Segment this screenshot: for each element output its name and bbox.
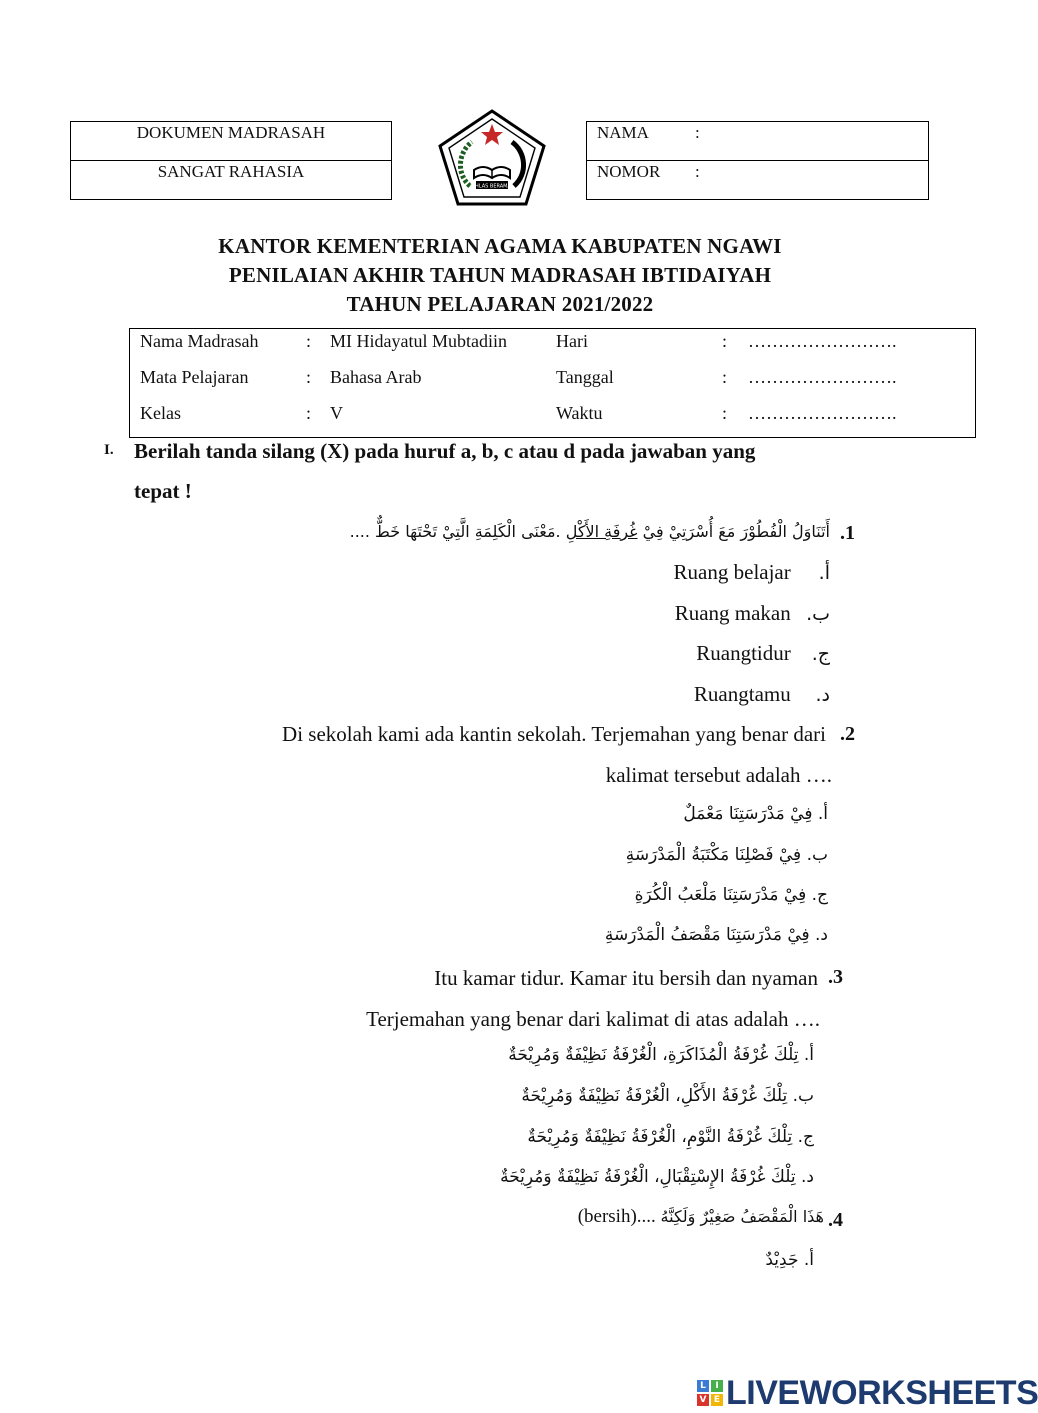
- question-3-option-a[interactable]: أ. تِلْكَ غُرْفَةُ الْمُذَاكَرَةِ، الْغُرْفَةُ نَظِيْفَةٌ وَمُرِيْحَةٌ: [508, 1045, 814, 1065]
- ministry-logo: [436, 108, 548, 208]
- question-1-option-b[interactable]: [675, 601, 830, 626]
- day-value[interactable]: …………………….: [748, 331, 897, 351]
- option-text: Ruang makan: [674, 601, 791, 625]
- instruction-line-2: tepat !: [134, 479, 192, 503]
- name-row[interactable]: [587, 122, 928, 161]
- question-4-number: .4: [828, 1209, 843, 1231]
- question-3-number: .3: [828, 966, 843, 988]
- document-label: DOKUMEN MADRASAH: [71, 122, 391, 161]
- question-1-option-a[interactable]: [674, 560, 830, 585]
- exam-info-table: [129, 328, 976, 438]
- day-label: Hari: [556, 331, 588, 351]
- badge-letter-e: E: [711, 1394, 723, 1406]
- question-2-option-a[interactable]: أ. فِيْ مَدْرَسَتِنَا مَعْمَلٌ: [683, 804, 828, 824]
- question-4-option-a[interactable]: أ. جَدِيْدٌ: [765, 1250, 814, 1270]
- question-4-text: [578, 1206, 824, 1228]
- question-1-option-d[interactable]: [694, 682, 830, 707]
- question-2-line-1: Di sekolah kami ada kantin sekolah. Terjemahan yang benar dari: [282, 722, 826, 746]
- exam-title: PENILAIAN AKHIR TAHUN MADRASAH IBTIDAIYAH: [228, 263, 772, 287]
- question-2-option-c[interactable]: ج. فِيْ مَدْرَسَتِنَا مَلْعَبُ الْكُرَةِ: [634, 885, 828, 905]
- instruction-line-1: Berilah tanda silang (X) pada huruf a, b, c atau d pada jawaban yang: [134, 439, 756, 463]
- question-2-option-d[interactable]: د. فِيْ مَدْرَسَتِنَا مَقْصَفُ الْمَدْرَسَةِ: [604, 925, 828, 945]
- class-value: V: [330, 403, 343, 423]
- option-letter: د.: [815, 684, 830, 706]
- option-text: Ruangtamu: [693, 682, 791, 706]
- question-3-option-b[interactable]: ب. تِلْكَ غُرْفَةُ الأَكْلِ، الْغُرْفَةُ نَظِيْفَةٌ وَمُرِيْحَةٌ: [521, 1086, 814, 1106]
- confidential-label: SANGAT RAHASIA: [157, 162, 305, 181]
- class-label: Kelas: [140, 403, 181, 423]
- question-1-option-c[interactable]: [696, 641, 830, 666]
- student-identity-box: [586, 121, 929, 200]
- question-2-number: .2: [840, 723, 855, 745]
- question-3-line-2: Terjemahan yang benar dari kalimat di atas adalah ….: [366, 1007, 820, 1031]
- liveworksheets-badge-icon: [697, 1380, 723, 1406]
- liveworksheets-text: LIVEWORKSHEETS: [726, 1373, 1038, 1412]
- number-label: NOMOR: [597, 162, 661, 181]
- time-colon: :: [722, 403, 728, 423]
- date-label: Tanggal: [556, 367, 614, 387]
- date-value[interactable]: …………………….: [748, 367, 897, 387]
- time-label: Waktu: [556, 403, 603, 423]
- seal-text: IKHLAS BERAMAL: [470, 183, 514, 190]
- subject-label: Mata Pelajaran: [140, 367, 249, 387]
- liveworksheets-watermark[interactable]: [697, 1373, 1038, 1412]
- academic-year-title: TAHUN PELAJARAN 2021/2022: [346, 292, 654, 316]
- school-name-value: MI Hidayatul Mubtadiin: [330, 331, 507, 351]
- question-1-part-b: .مَعْنَى الْكَلِمَةِ الَّتِيْ تَحْتَهَا خَطٌّ ....: [349, 522, 561, 541]
- question-1-number: .1: [840, 522, 855, 544]
- question-2-line-2: kalimat tersebut adalah ….: [605, 763, 832, 787]
- name-colon: :: [695, 123, 700, 142]
- question-4-arabic: هَذَا الْمَقْصَفُ صَغِيْرٌ وَلَكِنَّهُ: [660, 1207, 824, 1226]
- option-text: Ruangtidur: [696, 641, 791, 665]
- office-title: KANTOR KEMENTERIAN AGAMA KABUPATEN NGAWI: [218, 234, 782, 258]
- question-4-latin: (bersih)....: [577, 1206, 656, 1227]
- subject-colon: :: [306, 367, 312, 387]
- class-colon: :: [306, 403, 312, 423]
- question-3-option-d[interactable]: د. تِلْكَ غُرْفَةُ الإِسْتِقْبَالِ، الْغُرْفَةُ نَظِيْفَةٌ وَمُرِيْحَةٌ: [500, 1167, 814, 1187]
- name-label: NAMA: [597, 123, 649, 142]
- option-letter: ج.: [811, 643, 830, 665]
- document-classification-box: [70, 121, 392, 200]
- question-3-option-c[interactable]: ج. تِلْكَ غُرْفَةُ النَّوْمِ، الْغُرْفَةُ نَظِيْفَةٌ وَمُرِيْحَةٌ: [527, 1127, 814, 1147]
- question-3-line-1: Itu kamar tidur. Kamar itu bersih dan nyaman: [434, 966, 818, 990]
- badge-letter-v: V: [697, 1394, 709, 1406]
- badge-letter-i: I: [711, 1380, 723, 1392]
- question-1-underlined: غُرفَةِ الأَكْلِ: [565, 522, 638, 541]
- number-row[interactable]: [587, 161, 928, 199]
- school-name-label: Nama Madrasah: [140, 331, 259, 351]
- option-letter: ب.: [806, 603, 830, 625]
- badge-letter-l: L: [697, 1380, 709, 1392]
- question-2-option-b[interactable]: ب. فِيْ فَصْلِنَا مَكْتَبَةُ الْمَدْرَسَةِ: [625, 845, 828, 865]
- school-name-colon: :: [306, 331, 312, 351]
- time-value[interactable]: …………………….: [748, 403, 897, 423]
- option-text: Ruang belajar: [673, 560, 791, 584]
- number-colon: :: [695, 162, 700, 181]
- option-letter: أ.: [818, 562, 830, 584]
- question-1-text: [350, 522, 830, 541]
- day-colon: :: [722, 331, 728, 351]
- subject-value: Bahasa Arab: [330, 367, 422, 387]
- question-1-part-a: أَتَنَاوَلُ الْفُطُوْرَ مَعَ أُسْرَتِيْ فِيْ: [642, 522, 830, 541]
- date-colon: :: [722, 367, 728, 387]
- section-numeral: I.: [104, 442, 114, 458]
